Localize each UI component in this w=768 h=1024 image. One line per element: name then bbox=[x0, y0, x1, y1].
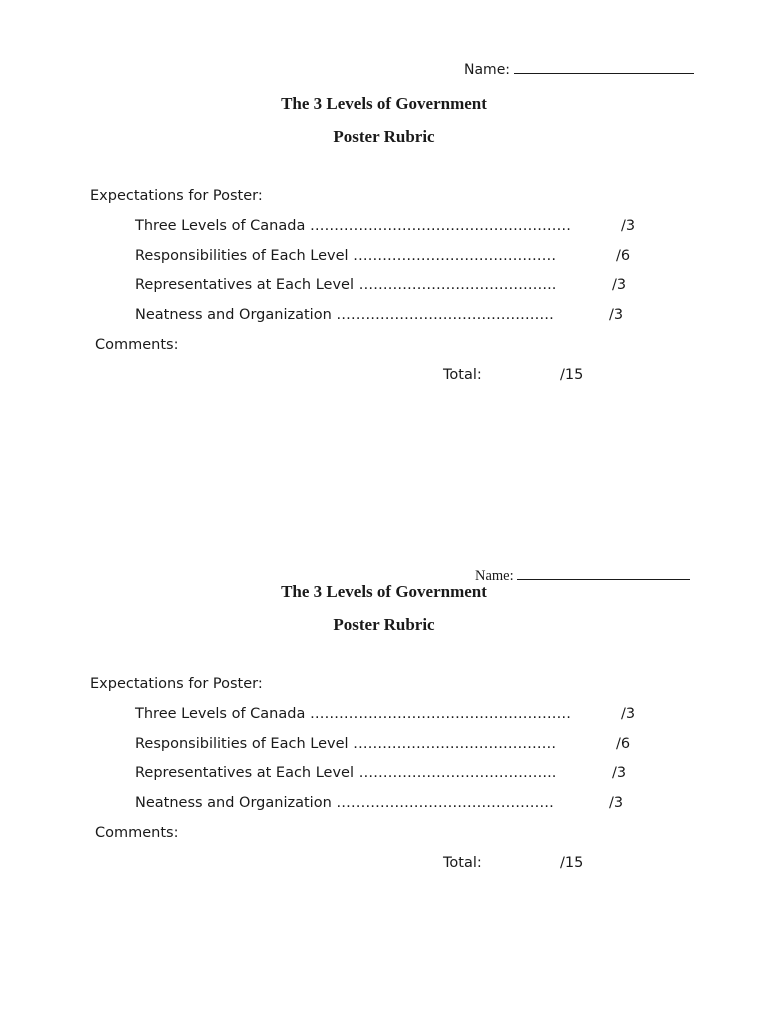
name-field bbox=[448, 46, 694, 94]
rubric-subtitle: Poster Rubric bbox=[333, 615, 435, 634]
item-score: /3 bbox=[621, 706, 636, 722]
item-score: /6 bbox=[616, 248, 631, 264]
comments-label: Comments: bbox=[95, 825, 179, 841]
name-label: Name: bbox=[464, 62, 515, 78]
item-label: Neatness and Organization ……………………………………… bbox=[135, 307, 554, 323]
name-label: Name: bbox=[475, 568, 518, 584]
expectations-heading: Expectations for Poster: bbox=[90, 676, 263, 692]
item-score: /3 bbox=[609, 307, 624, 323]
rubric-subtitle: Poster Rubric bbox=[333, 127, 435, 146]
item-score: /3 bbox=[621, 218, 636, 234]
total-score: /15 bbox=[560, 367, 584, 383]
rubric-title: The 3 Levels of Government bbox=[281, 94, 487, 113]
total-score: /15 bbox=[560, 855, 584, 871]
rubric-title: The 3 Levels of Government bbox=[281, 582, 487, 601]
item-label: Representatives at Each Level ………………………………….. bbox=[135, 277, 557, 293]
item-label: Neatness and Organization ……………………………………… bbox=[135, 795, 554, 811]
item-score: /3 bbox=[612, 277, 627, 293]
item-label: Representatives at Each Level ………………………………….. bbox=[135, 765, 557, 781]
item-score: /3 bbox=[612, 765, 627, 781]
comments-label: Comments: bbox=[95, 337, 179, 353]
item-label: Responsibilities of Each Level …………………………………… bbox=[135, 248, 557, 264]
item-label: Three Levels of Canada ……………………………………………… bbox=[135, 218, 571, 234]
expectations-heading: Expectations for Poster: bbox=[90, 188, 263, 204]
item-label: Responsibilities of Each Level …………………………………… bbox=[135, 736, 557, 752]
total-label: Total: bbox=[443, 367, 482, 383]
item-score: /6 bbox=[616, 736, 631, 752]
item-label: Three Levels of Canada ……………………………………………… bbox=[135, 706, 571, 722]
name-blank-line[interactable] bbox=[517, 578, 690, 580]
item-score: /3 bbox=[609, 795, 624, 811]
name-blank-line[interactable] bbox=[514, 72, 694, 74]
total-label: Total: bbox=[443, 855, 482, 871]
